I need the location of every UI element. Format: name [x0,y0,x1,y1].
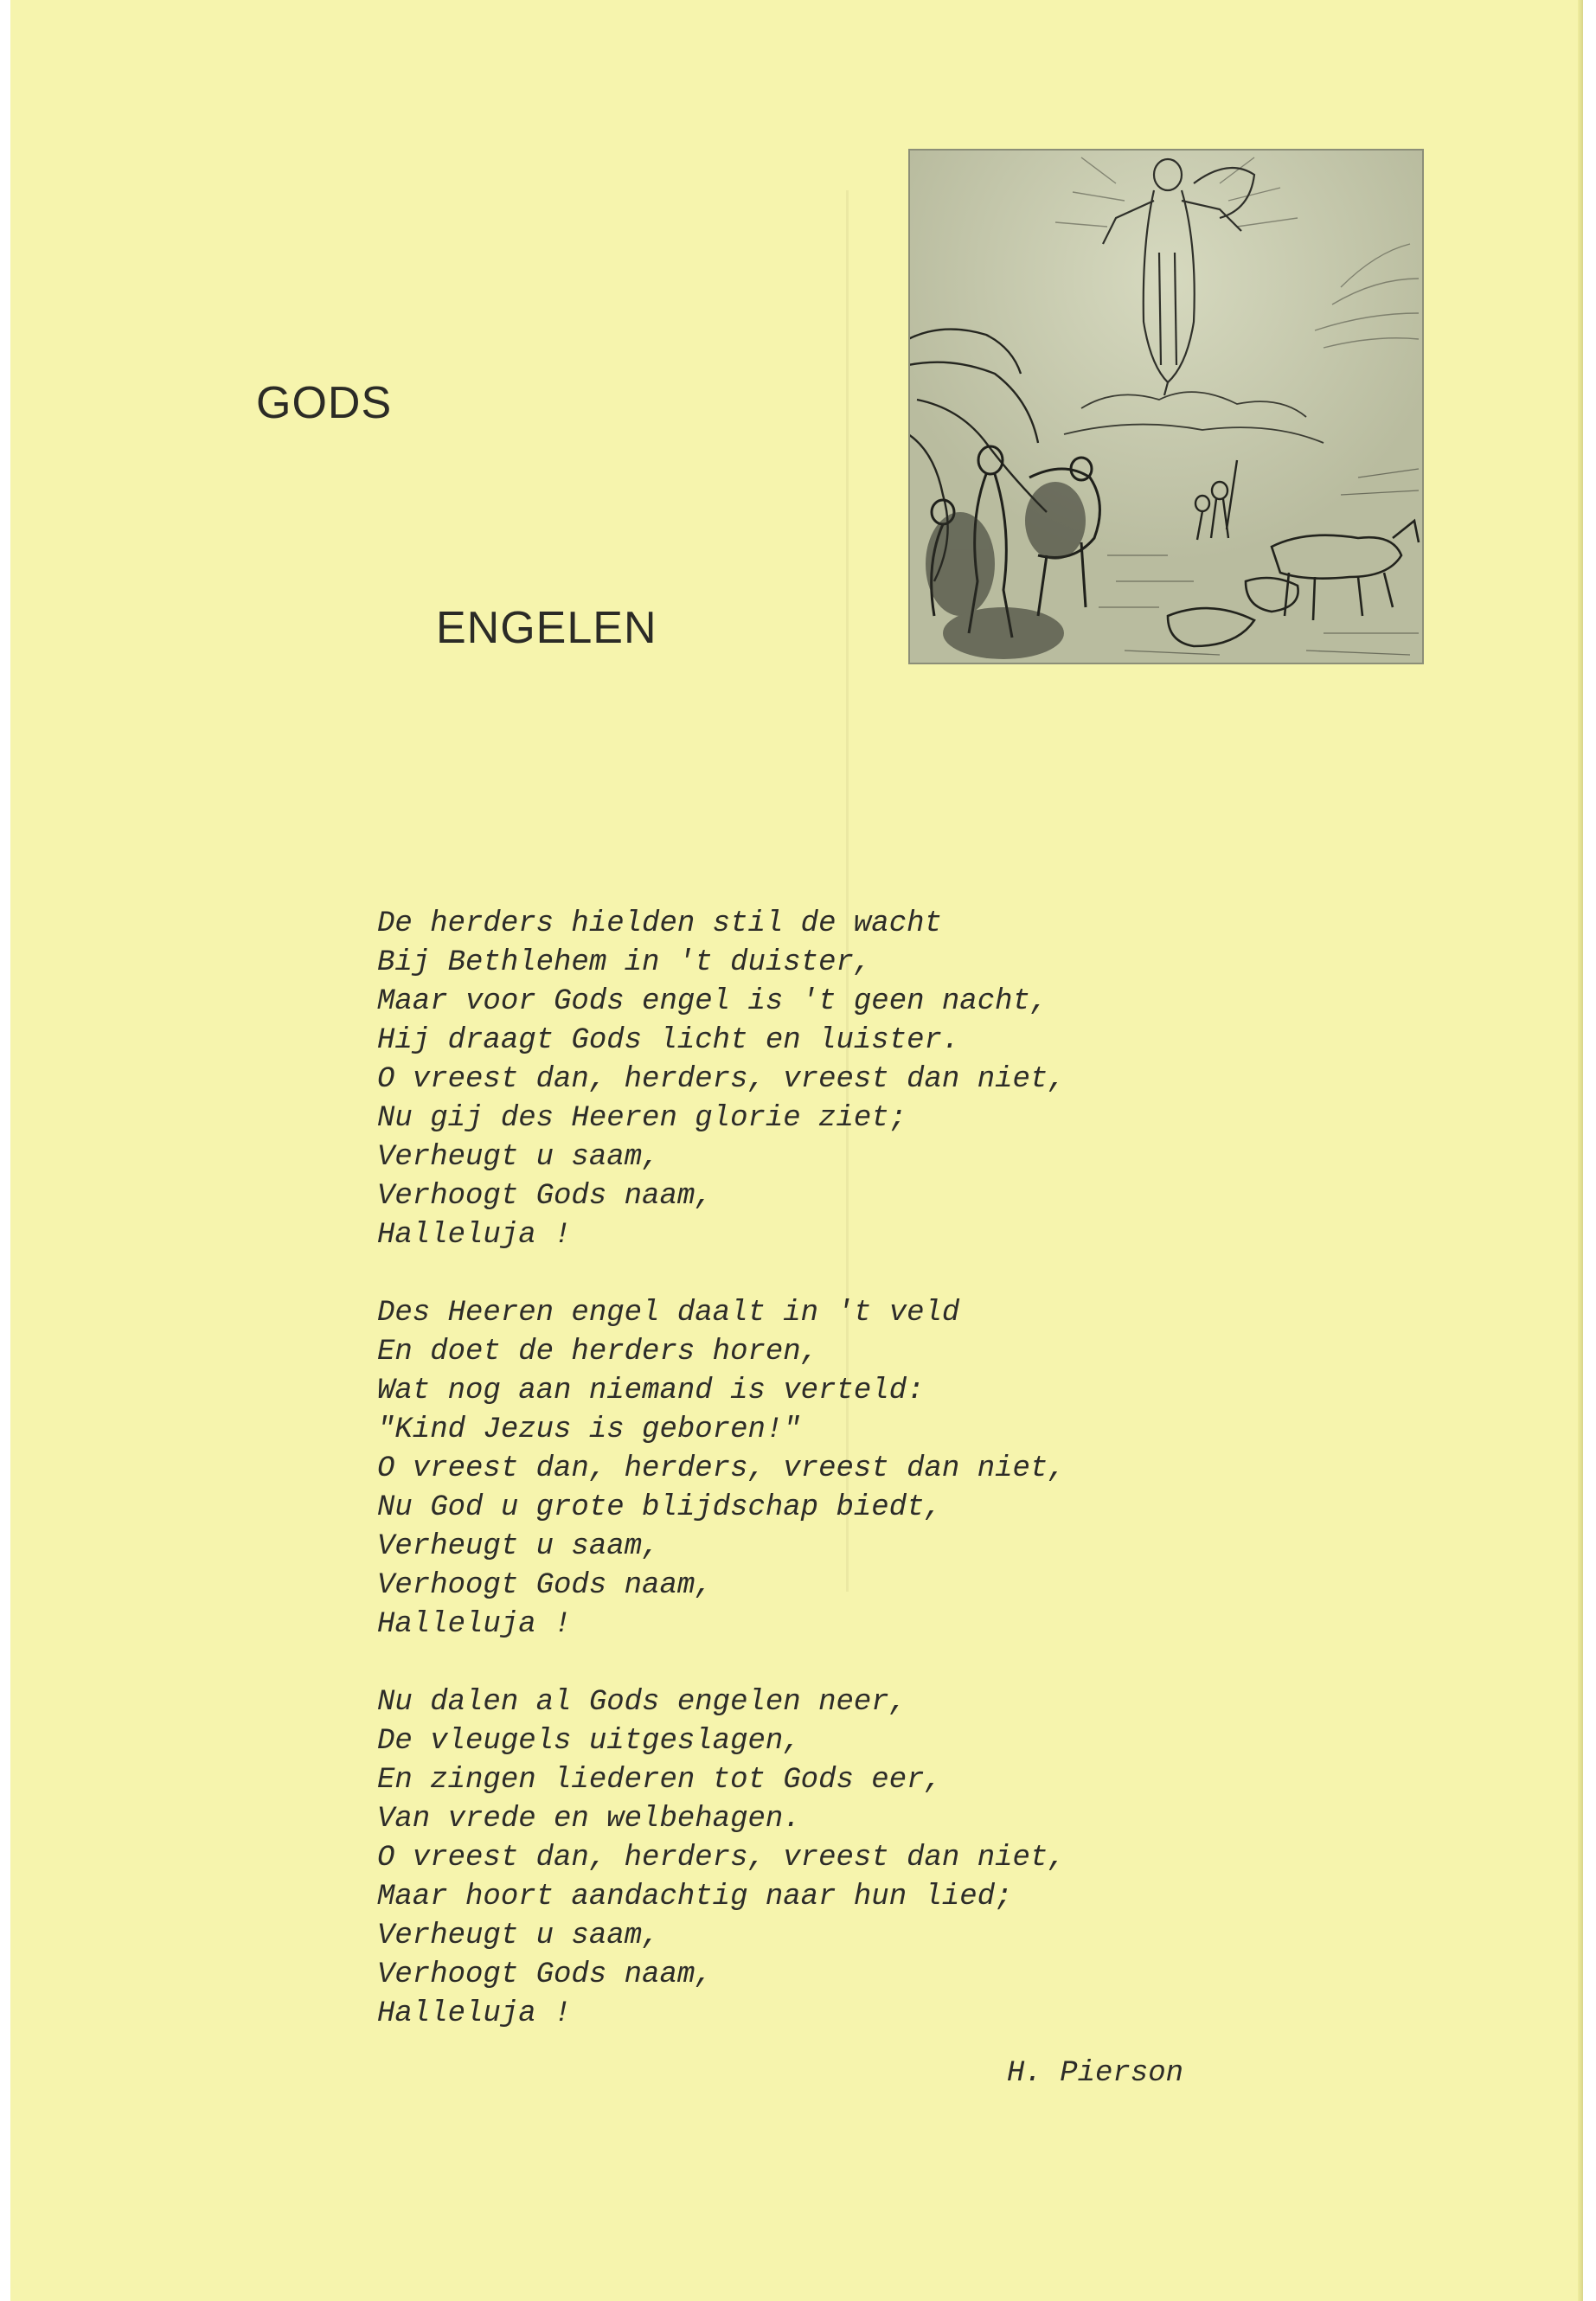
poem-line: Wat nog aan niemand is verteld: [377,1375,925,1407]
poem-line: Nu dalen al Gods engelen neer, [377,1686,907,1719]
poem-line: Maar hoort aandachtig naar hun lied; [377,1881,1013,1913]
poem-line: Verheugt u saam, [377,1920,660,1952]
poem-line: En doet de herders horen, [377,1336,819,1368]
poem-line: Hij draagt Gods licht en luister. [377,1024,960,1057]
poem-line: Verhoogt Gods naam, [377,1958,713,1991]
poem-line: Verhoogt Gods naam, [377,1569,713,1602]
stanza-1 [377,905,1242,1255]
poem-line: Verheugt u saam, [377,1141,660,1174]
poem-line: De vleugels uitgeslagen, [377,1725,801,1758]
poem [377,905,1242,2073]
poem-line: O vreest dan, herders, vreest dan niet, [377,1842,1066,1875]
angel-shepherds-illustration [908,149,1424,664]
poem-line: Van vrede en welbehagen. [377,1803,801,1836]
poem-line: O vreest dan, herders, vreest dan niet, [377,1063,1066,1096]
title-engelen: ENGELEN [436,603,657,653]
poem-line: Halleluja ! [377,1997,572,2030]
document-page [10,0,1583,2301]
poem-line: En zingen liederen tot Gods eer, [377,1764,942,1797]
angel-appearing-to-shepherds-sketch-icon [908,149,1424,664]
poem-line: De herders hielden stil de wacht [377,907,942,940]
poem-line: Nu God u grote blijdschap biedt, [377,1491,942,1524]
poem-line: Maar voor Gods engel is 't geen nacht, [377,985,1048,1018]
poem-line: "Kind Jezus is geboren!" [377,1413,801,1446]
poem-line: O vreest dan, herders, vreest dan niet, [377,1452,1066,1485]
poem-author: H. Pierson [1007,2057,1184,2090]
poem-line: Nu gij des Heeren glorie ziet; [377,1102,907,1135]
stanza-2 [377,1294,1242,1644]
poem-line: Des Heeren engel daalt in 't veld [377,1297,960,1330]
title-gods: GODS [256,378,393,428]
poem-line: Verheugt u saam, [377,1530,660,1563]
stanza-3 [377,1683,1242,2034]
poem-line: Bij Bethlehem in 't duister, [377,946,872,979]
poem-line: Halleluja ! [377,1219,572,1252]
poem-line: Verhoogt Gods naam, [377,1180,713,1213]
poem-line: Halleluja ! [377,1608,572,1641]
page-edge [1578,0,1583,2301]
